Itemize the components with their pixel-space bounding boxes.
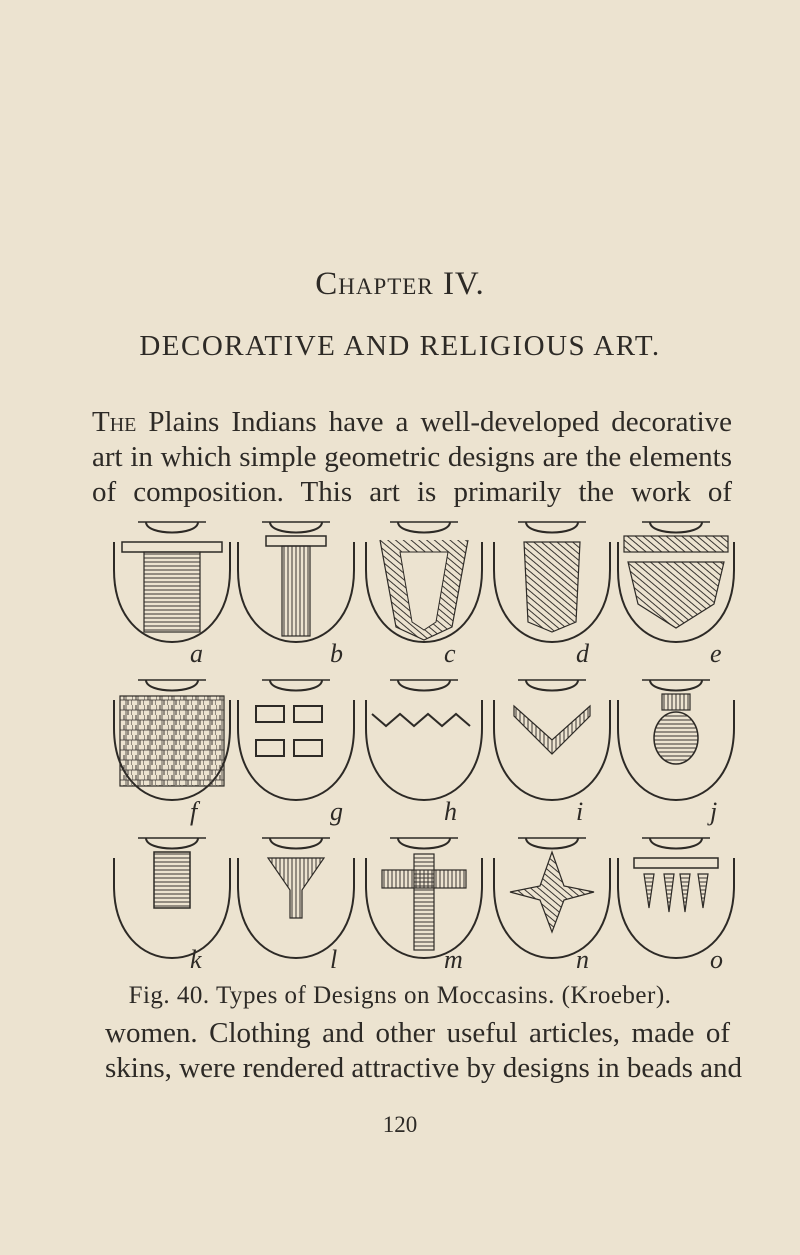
- paragraph-line: art in which simple geometric designs are the elements: [92, 441, 732, 473]
- figure-label: c: [444, 639, 456, 668]
- moccasin-design-c: [366, 522, 482, 642]
- figure-label: n: [576, 945, 589, 972]
- moccasin-design-l: [238, 838, 354, 958]
- figure-label: o: [710, 945, 723, 972]
- figure-label: a: [190, 639, 203, 668]
- chapter-heading: Chapter IV.: [315, 266, 485, 302]
- figure-label: l: [330, 945, 338, 972]
- figure-label: e: [710, 639, 722, 668]
- paragraph-continued: [105, 1016, 742, 1086]
- paragraph-line: skins, were rendered attractive by designs in beads and: [105, 1052, 742, 1084]
- paragraph-intro: [92, 405, 732, 510]
- figure-label: j: [710, 797, 718, 826]
- moccasin-design-e: [618, 522, 734, 642]
- moccasin-design-a: [114, 522, 230, 642]
- figure-label: k: [190, 945, 202, 972]
- moccasin-design-n: [494, 838, 610, 958]
- line-text: Plains Indians have a well-developed decorative: [136, 406, 732, 438]
- moccasin-design-j: [618, 680, 734, 800]
- figure-label: f: [190, 797, 198, 826]
- moccasin-design-d: [494, 522, 610, 642]
- moccasin-design-k: [114, 838, 230, 958]
- moccasin-design-f: [114, 680, 230, 800]
- lead-word: The: [92, 406, 137, 438]
- moccasin-design-o: [618, 838, 734, 958]
- section-title: DECORATIVE AND RELIGIOUS ART.: [139, 330, 661, 362]
- moccasin-design-i: [494, 680, 610, 800]
- moccasin-design-m: [366, 838, 482, 958]
- page-number: 120: [382, 1112, 418, 1137]
- moccasin-designs-figure: [110, 512, 740, 972]
- figure-label: i: [576, 797, 584, 826]
- figure-label: h: [444, 797, 457, 826]
- moccasin-design-b: [238, 522, 354, 642]
- moccasin-design-g: [238, 680, 354, 800]
- figure-label: d: [576, 639, 589, 668]
- paragraph-line: [92, 405, 732, 440]
- figure-label: b: [330, 639, 343, 668]
- figure-label: m: [444, 945, 463, 972]
- figure-label: g: [330, 797, 343, 826]
- paragraph-line: of composition. This art is primarily the work of: [92, 476, 732, 508]
- moccasin-design-h: [366, 680, 482, 800]
- figure-caption: Fig. 40. Types of Designs on Moccasins. (Kroeber).: [128, 982, 672, 1009]
- paragraph-line: women. Clothing and other useful articles, made of: [105, 1017, 730, 1049]
